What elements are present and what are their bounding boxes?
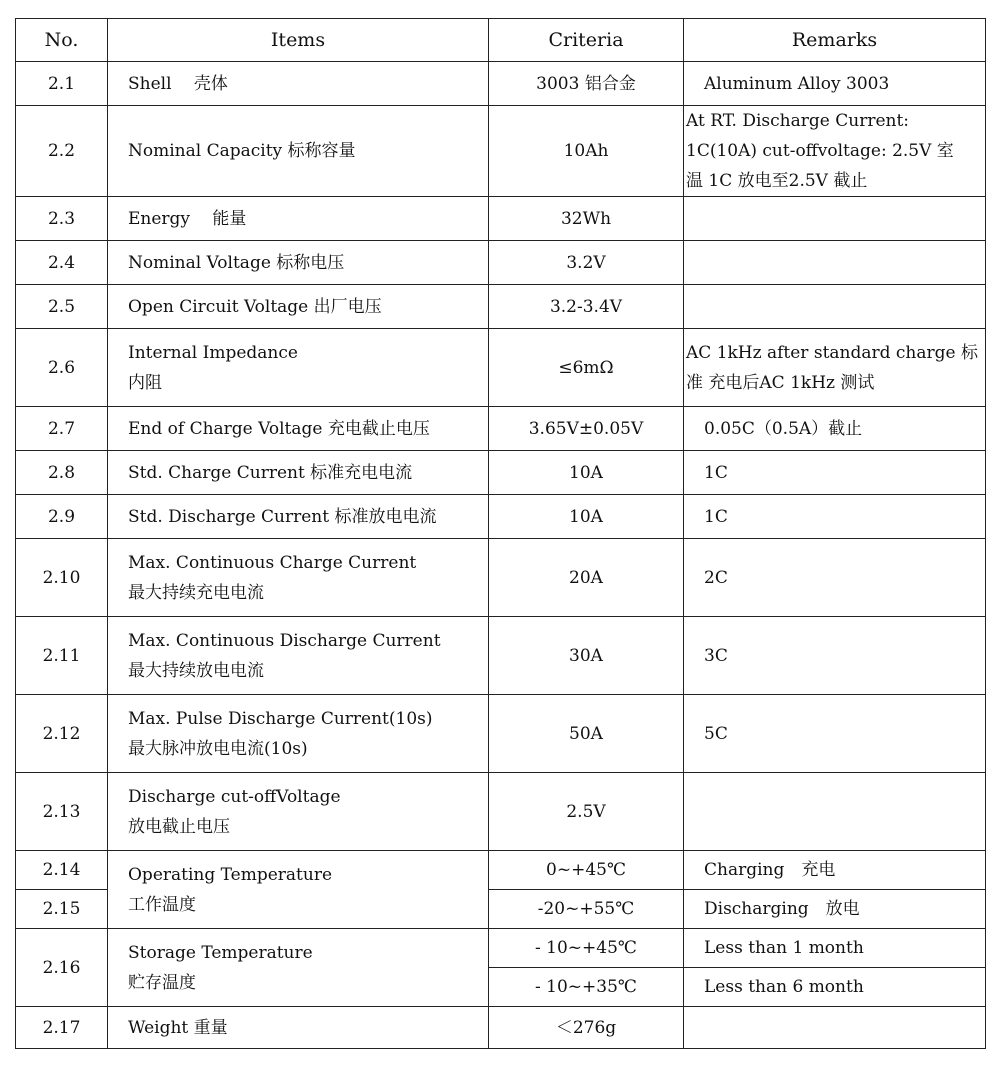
text-line: Discharge cut-offVoltage: [128, 786, 341, 807]
remarks-cell: [684, 62, 986, 106]
table-row: [16, 407, 986, 451]
remarks-cell: [684, 539, 986, 617]
item-cell: [108, 695, 489, 773]
text-line: Nominal Voltage 标称电压: [128, 252, 345, 273]
table-row: [16, 285, 986, 329]
remarks-cell: Less than 6 month: [684, 968, 986, 1007]
item-cell: [108, 285, 489, 329]
text-line: 0.05C（0.5A）截止: [704, 418, 863, 439]
text-line: 贮存温度: [128, 972, 196, 993]
header-remarks: Remarks: [684, 19, 986, 62]
text-line: Internal Impedance: [128, 342, 298, 363]
text-line: 最大持续放电电流: [128, 660, 264, 681]
text-line: Open Circuit Voltage 出厂电压: [128, 296, 382, 317]
item-cell: [108, 106, 489, 197]
text-line: 最大脉冲放电电流(10s): [128, 738, 308, 759]
item-cell: Weight 重量: [108, 1007, 489, 1049]
remarks-cell: [684, 197, 986, 241]
text-line: 准 充电后AC 1kHz 测试: [686, 372, 875, 393]
criteria-cell: 3.2-3.4V: [489, 285, 684, 329]
row-number: 2.7: [16, 407, 108, 451]
text-line: AC 1kHz after standard charge 标: [686, 342, 978, 363]
text-line: 5C: [704, 723, 728, 744]
header-row: [16, 19, 986, 62]
item-cell: [108, 539, 489, 617]
item-cell: [108, 329, 489, 407]
remarks-cell: Discharging 放电: [684, 890, 986, 929]
criteria-cell: 50A: [489, 695, 684, 773]
row-number: 2.6: [16, 329, 108, 407]
remarks-cell: [684, 773, 986, 851]
header-no: No.: [16, 19, 108, 62]
text-line: Nominal Capacity 标称容量: [128, 141, 356, 161]
text-line: Energy 能量: [128, 208, 247, 229]
criteria-cell: 0~+45℃: [489, 851, 684, 890]
table-row: [16, 851, 986, 890]
row-number: 2.9: [16, 495, 108, 539]
criteria-cell: 2.5V: [489, 773, 684, 851]
table-row: [16, 62, 986, 106]
table-row: [16, 451, 986, 495]
row-number: 2.5: [16, 285, 108, 329]
text-line: 最大持续充电电流: [128, 582, 264, 603]
text-line: At RT. Discharge Current:: [686, 111, 910, 131]
row-number: 2.2: [16, 106, 108, 197]
criteria-cell: 10A: [489, 451, 684, 495]
remarks-cell: Less than 1 month: [684, 929, 986, 968]
item-cell: [108, 929, 489, 1007]
row-number: 2.17: [16, 1007, 108, 1049]
remarks-cell: [684, 329, 986, 407]
criteria-cell: 3003 铝合金: [489, 62, 684, 106]
text-line: End of Charge Voltage 充电截止电压: [128, 418, 430, 439]
text-line: Max. Continuous Charge Current: [128, 552, 417, 573]
criteria-cell: ≤6mΩ: [489, 329, 684, 407]
table-row: [16, 1007, 986, 1049]
row-number: 2.13: [16, 773, 108, 851]
remarks-cell: [684, 106, 986, 197]
row-number: 2.11: [16, 617, 108, 695]
criteria-cell: 32Wh: [489, 197, 684, 241]
remarks-cell: Charging 充电: [684, 851, 986, 890]
header-criteria: Criteria: [489, 19, 684, 62]
row-number: 2.10: [16, 539, 108, 617]
text-line: Std. Discharge Current 标准放电电流: [128, 506, 437, 527]
item-cell: [108, 851, 489, 929]
text-line: Std. Charge Current 标准充电电流: [128, 462, 413, 483]
spec-table: [15, 18, 986, 1049]
row-number: 2.3: [16, 197, 108, 241]
row-number: 2.12: [16, 695, 108, 773]
criteria-cell: 30A: [489, 617, 684, 695]
text-line: 1C: [704, 506, 728, 527]
remarks-cell: [684, 241, 986, 285]
text-line: 3C: [704, 645, 728, 666]
item-cell: [108, 451, 489, 495]
row-number: 2.14: [16, 851, 108, 890]
criteria-cell: ＜276g: [489, 1007, 684, 1049]
row-number: 2.15: [16, 890, 108, 929]
text-line: Aluminum Alloy 3003: [704, 73, 890, 94]
remarks-cell: [684, 451, 986, 495]
table-row: [16, 197, 986, 241]
remarks-cell: [684, 695, 986, 773]
text-line: Operating Temperature: [128, 864, 333, 885]
text-line: Max. Pulse Discharge Current(10s): [128, 708, 433, 729]
item-cell: [108, 197, 489, 241]
criteria-cell: 10A: [489, 495, 684, 539]
criteria-cell: - 10~+35℃: [489, 968, 684, 1007]
item-cell: [108, 407, 489, 451]
criteria-cell: -20~+55℃: [489, 890, 684, 929]
remarks-cell: [684, 285, 986, 329]
table-row: [16, 106, 986, 197]
text-line: Storage Temperature: [128, 942, 313, 963]
text-line: 温 1C 放电至2.5V 截止: [686, 171, 868, 191]
row-number: 2.1: [16, 62, 108, 106]
criteria-cell: 10Ah: [489, 106, 684, 197]
remarks-cell: [684, 617, 986, 695]
item-cell: [108, 773, 489, 851]
text-line: Shell 壳体: [128, 73, 228, 94]
text-line: 2C: [704, 567, 728, 588]
row-number: 2.8: [16, 451, 108, 495]
remarks-cell: [684, 1007, 986, 1049]
text-line: 工作温度: [128, 894, 196, 915]
header-items: Items: [108, 19, 489, 62]
text-line: 1C: [704, 462, 728, 483]
item-cell: [108, 495, 489, 539]
criteria-cell: - 10~+45℃: [489, 929, 684, 968]
spec-table-body: [16, 19, 986, 1049]
table-row: [16, 929, 986, 968]
table-row: [16, 329, 986, 407]
text-line: 内阻: [128, 372, 162, 393]
table-row: [16, 773, 986, 851]
text-line: 放电截止电压: [128, 816, 230, 837]
row-number: 2.4: [16, 241, 108, 285]
remarks-cell: [684, 495, 986, 539]
text-line: 1C(10A) cut-offvoltage: 2.5V 室: [686, 141, 954, 161]
item-cell: [108, 241, 489, 285]
table-row: [16, 617, 986, 695]
item-cell: [108, 62, 489, 106]
item-cell: [108, 617, 489, 695]
criteria-cell: 3.65V±0.05V: [489, 407, 684, 451]
criteria-cell: 20A: [489, 539, 684, 617]
table-row: [16, 695, 986, 773]
table-row: [16, 495, 986, 539]
criteria-cell: 3.2V: [489, 241, 684, 285]
row-number: 2.16: [16, 929, 108, 1007]
table-row: [16, 241, 986, 285]
text-line: Max. Continuous Discharge Current: [128, 630, 441, 651]
table-row: [16, 539, 986, 617]
remarks-cell: [684, 407, 986, 451]
